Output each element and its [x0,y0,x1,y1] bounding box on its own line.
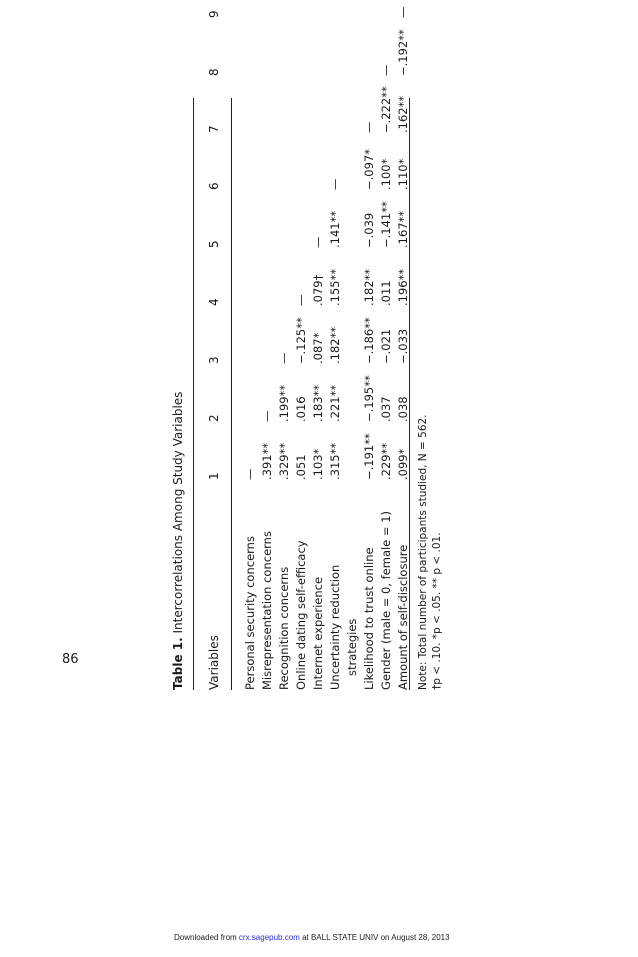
table-title [171,392,185,690]
table-cell: .196** [396,268,410,306]
table-title-text: Intercorrelations Among Study Variables [171,391,185,638]
table-cell: .329** [277,442,291,480]
table-cell: .037 [379,396,393,422]
table-cell: — [243,468,257,480]
column-header-5: 5 [207,240,221,248]
table-cell: .199** [277,384,291,422]
column-header-3: 3 [207,356,221,364]
table-cell: −.192** [396,29,410,76]
table-cell: −.039 [362,212,376,248]
table-cell: .221** [328,384,342,422]
column-header-2: 2 [207,414,221,422]
table-cell: .038 [396,396,410,422]
row-label: Likelihood to trust online [362,547,376,690]
table-cell: .016 [294,396,308,422]
table-cell: .229** [379,442,393,480]
table-cell: .391** [260,442,274,480]
table-cell: — [277,352,291,364]
column-header-4: 4 [207,298,221,306]
row-label: Online dating self-efficacy [294,540,308,690]
table-top-rule [193,98,194,690]
table-cell: .079† [311,274,325,306]
table-header-rule [231,98,232,690]
table-cell: .182** [362,268,376,306]
rotated-table-block [171,0,631,690]
column-header-8: 8 [207,68,221,76]
table-cell: — [294,294,308,306]
table-cell: −.222** [379,86,393,133]
table-cell: — [260,410,274,422]
row-label: Internet experience [311,576,325,690]
table-cell: −.125** [294,317,308,364]
table-cell: .051 [294,454,308,480]
table-cell: .103* [311,448,325,480]
table-cell: — [311,236,325,248]
table-cell: — [362,121,376,133]
table-cell: .087* [311,332,325,364]
row-label: Gender (male = 0, female = 1) [379,510,393,690]
table-bottom-rule [409,98,410,690]
table-cell: .315** [328,442,342,480]
table-cell: .099* [396,448,410,480]
footer-suffix: at BALL STATE UNIV on August 28, 2013 [299,933,450,942]
table-cell: −.195** [362,375,376,422]
table-cell: .182** [328,326,342,364]
table-cell: −.186** [362,317,376,364]
table-cell: .183** [311,384,325,422]
table-cell: .100* [379,158,393,190]
download-footer [174,933,450,942]
row-label-continuation: strategies [345,618,359,676]
table-cell: −.191** [362,433,376,480]
table-cell: −.141** [379,201,393,248]
table-cell: .167** [396,210,410,248]
table-title-label: Table 1. [171,637,185,690]
row-label: Uncertainty reduction [328,564,342,690]
column-header-variables: Variables [207,635,221,690]
column-header-6: 6 [207,182,221,190]
row-label: Recognition concerns [277,566,291,690]
table-cell: .011 [379,280,393,306]
table-cell: — [328,178,342,190]
table-cell: — [396,6,410,18]
table-cell: −.033 [396,328,410,364]
table-note: Note: Total number of participants studied, N = 562. [417,414,429,690]
column-header-9: 9 [207,10,221,18]
column-header-1: 1 [207,472,221,480]
table-significance-note: †p < .10. *p < .05. ** p < .01. [431,532,443,690]
row-label: Misrepresentation concerns [260,531,274,690]
footer-prefix: Downloaded from [174,933,239,942]
table-cell: .162** [396,95,410,133]
table-cell: .155** [328,268,342,306]
table-cell: — [379,64,393,76]
row-label: Amount of self-disclosure [396,544,410,690]
footer-link[interactable]: crx.sagepub.com [238,933,300,942]
page-number: 86 [62,652,79,667]
table-cell: −.097* [362,149,376,190]
table-cell: .110* [396,158,410,190]
column-header-7: 7 [207,125,221,133]
row-label: Personal security concerns [243,536,257,690]
table-cell: .141** [328,210,342,248]
table-cell: −.021 [379,328,393,364]
